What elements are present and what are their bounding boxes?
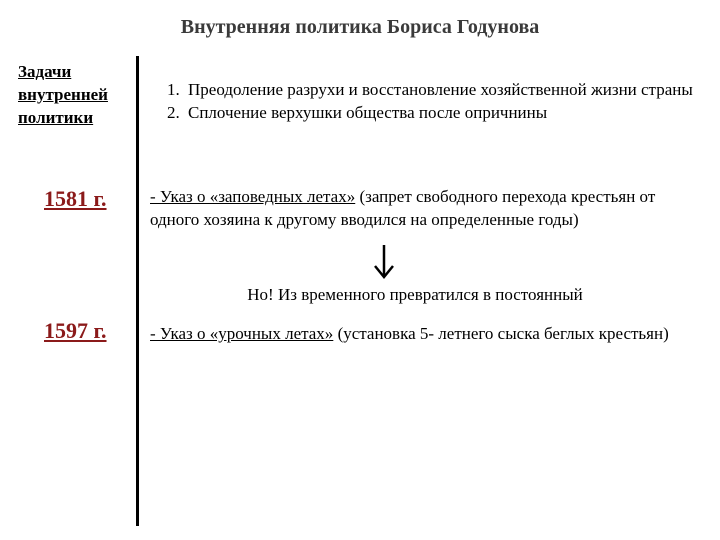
decree-1597-paragraph — [150, 322, 710, 345]
tasks-list — [148, 78, 720, 124]
decree-1597-link[interactable]: - Указ о «урочных летах» — [150, 324, 334, 343]
task-item: 1. Преодоление разрухи и восстановление хозяйственной жизни страны — [184, 78, 720, 101]
page-title: Внутренняя политика Бориса Годунова — [180, 16, 540, 38]
task-item: 2. Сплочение верхушки общества после опричнины — [184, 101, 720, 124]
year-1581: 1581 г. — [44, 186, 107, 211]
transition-note: Но! Из временного превратился в постоянный — [247, 285, 583, 304]
sidebar-heading: Задачи внутренней политики — [18, 62, 108, 127]
down-arrow-icon — [373, 245, 395, 279]
vertical-divider — [136, 56, 139, 526]
year-1597: 1597 г. — [44, 318, 107, 343]
decree-1581-text: (запрет свободного перехода крестьян от одного хозяина к другому вводился на определенные годы) — [150, 187, 656, 229]
decree-1581-paragraph — [150, 185, 670, 231]
decree-1581-link[interactable]: - Указ о «заповедных летах» — [150, 187, 356, 206]
decree-1597-text: (установка 5- летнего сыска беглых крестьян) — [333, 324, 669, 343]
